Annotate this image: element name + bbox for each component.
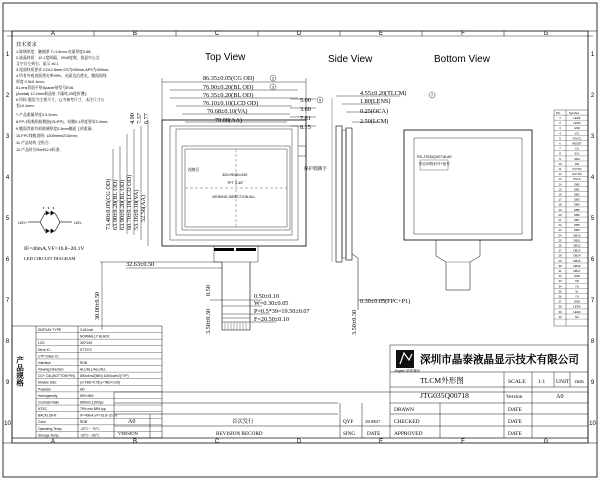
spec-value: HD [80,387,85,392]
note-line: 厚度 0.5±0.1mm; [16,80,45,84]
spec-key: Polarizer [38,387,52,392]
dim-aa-width: 70.08(AA) [215,117,242,124]
dim-stiffener-2: 0.50 [205,285,212,296]
led-diagram-title: LED CIRCUIT DIAGRAM [24,256,76,261]
pin-symbol: DB7 [574,218,580,222]
dim-bl-width-2: 76.35±0.20(BL OD) [203,92,254,99]
scale-value: 1:1 [538,379,546,385]
pin-number: 1 [559,116,561,120]
notes-title: 技术要求 [16,42,37,48]
dim-lcm-thickness: 2.50(LCM) [360,118,389,125]
note-line: 8.FP-1贴粘贴防脱胶(OLIFP)，贴膜0.1厚度要求3.2mm; [16,120,109,124]
pin-symbol: LEDA [573,304,581,309]
revision-version: A0 [128,419,136,425]
top-view-vertical-dimensions [94,113,212,334]
row-number: 9 [5,380,10,386]
col-letter: E [378,31,384,37]
led-caption: IF=40mA,VF=16.8~20.1V [24,246,85,252]
col-letter: B [132,439,138,445]
col-letter: A [50,31,56,37]
fpc-tag-label: ■■■■■■■■■■ [216,249,229,251]
part-number: JTG035Q00718 [420,391,469,400]
spec-key: Interface [38,360,51,365]
row-number: 1 [590,52,595,58]
spec-value: 75% min 88% typ [80,407,106,412]
dim-bl-height-2: 63.90±0.20(BL OD) [119,179,126,230]
top-view-labels [188,165,327,251]
side-view-drawing [332,96,400,310]
pin-symbol: DB1 [574,187,580,192]
pin-symbol: VCI [574,131,580,136]
dim-aa-height: 52.56(AA) [140,195,147,222]
pin-symbol: DB8 [574,223,580,228]
col-letter: E [378,439,384,445]
spec-key: Module Size: [38,380,58,385]
dim-p-pitch: P=0.5*39=19.50±0.07 [254,308,310,315]
dim-right-b: 3.60 [300,106,311,113]
dim-f-width: F=20.50±0.10 [254,316,290,323]
pin-symbol: VSYNC [572,167,582,171]
spec-key: Storage Temp. [38,433,60,438]
note-line: 7.产品重量厚度0.5.2mm; [16,113,58,117]
row-number: 1 [5,52,10,58]
notes-lines [16,49,109,152]
col-letter: A [50,439,56,445]
pin-number: 5 [559,136,561,141]
spec-value: NORMALLY BLACK [80,334,110,339]
pin-number: 13 [558,177,562,182]
spec-key: CTP Driver IC: [38,354,60,359]
spec-key: Contrast Ratio [38,400,60,405]
pin-number: 4 [559,131,561,136]
note-line: 10.FPC线数说明: 1205mm±2/10mm; [16,134,78,138]
pin-symbol: DB10 [573,233,581,238]
note-line: 6.所标'重组'为主要尺寸，'()'为参考尺寸，未注尺寸公 [16,98,105,102]
circle-number: 3 [271,84,275,90]
dim-circle-numbers [272,76,434,103]
row-number: 8 [5,339,10,345]
dim-lcd-width: 76.10±0.10(LCD OD) [203,100,259,107]
spec-value: (x+TBD+0.05,y+TBD+0.05) [80,380,121,385]
row-number: 5 [590,216,595,222]
pin-number: 22 [558,223,562,228]
pin-symbol: DB9 [574,228,580,233]
spec-value: 800min,1200typ [80,400,104,405]
dim-lens-thickness: 1.80(LENS) [360,98,391,105]
top-view-drawing [162,120,306,330]
spec-key: NTSC [38,407,47,412]
dim-cg-width: 86.35±0.05(CG OD) [203,75,255,82]
row-number: 8 [590,339,595,345]
spec-value: 320*240 [80,341,93,346]
row-number: 5 [5,216,10,222]
top-view-title: Top View [205,52,246,63]
pin-number: 20 [558,212,562,217]
note-line: 1.玻璃厚度：触摸厚 T=1.6mm,亮面厚度0.68; [16,50,92,54]
bottom-view-drawing [404,130,532,290]
row-number: 3 [590,134,595,140]
dim-side-bottom: 3.50±0.30 [351,309,358,335]
pin-number: 28 [558,253,562,258]
pin-number: 34 [558,284,562,289]
unit-value: mm [575,379,584,385]
spec-key: Homogeneity [38,393,58,398]
pin-symbol: DB11 [573,238,581,243]
row-number: 2 [590,93,595,99]
spec-value: IF=40mA,VF=16.8~20.1V [80,413,118,418]
spec-key: LCD [38,341,45,346]
pin-number: 29 [558,258,562,263]
row-number: 6 [590,257,595,263]
col-letter: C [214,439,220,445]
revision-date-value: 20180927 [365,420,381,424]
pin-symbol: DB12 [573,243,581,248]
spec-value: ST7272 [80,347,92,352]
circle-number: 5 [318,97,322,103]
col-letter: G [543,439,549,445]
pin-symbol: XL [575,289,579,294]
note-line: (Acetat) 12.2mm新品贴,不碳贴,25度折叠); [16,92,87,96]
pin-number: 23 [558,228,562,233]
spec-side-title: 产品规格 [15,356,25,387]
col-letter: D [296,439,302,445]
pin-symbol: DB6 [574,212,580,217]
col-letter: D [296,31,302,37]
bottom-label-sticker-desc: 供应商物料号+批号 [419,162,450,166]
dim-left-b: 7.37 [136,113,143,124]
frame-row-numbers-right [589,52,596,427]
pin-symbol: SDA [574,156,580,161]
pin-symbol: CS [575,146,579,151]
dim-right-c: 7.81 [300,115,311,122]
row-number: 3 [5,134,10,140]
approved-label: APPROVED [394,431,423,437]
pin-number: 27 [558,248,562,253]
dim-right-d: 8.15 [300,124,311,131]
pin-number: 9 [559,156,561,161]
spec-table [36,328,162,437]
pin-symbol: DB4 [574,202,580,207]
side-view-title: Side View [328,54,373,65]
dim-va-width: 70.68±0.10(VA) [207,108,248,115]
pin-symbol: DB5 [574,207,580,212]
pin-header-pin: Pin [556,111,561,115]
pin-symbol: LEDK [573,116,581,120]
pin-symbol: DB14 [573,253,581,258]
spec-value: 800cd/m2(MIN) 1000cd/m2(TYP) [80,374,129,379]
pin-number: 40 [558,314,562,319]
pin-number: 21 [558,218,562,222]
col-letter: B [132,31,138,37]
pin-number: 8 [559,151,561,156]
viewing-direction-label: VIEWING DIRECTION ALL [212,195,256,199]
drawn-date-label: DATE [508,407,522,413]
spec-value: 80% MIN [80,393,94,398]
col-letter: F [461,439,465,445]
pin-number: 17 [558,197,562,202]
note-line: 9.膜面背面有机玻璃厚度0.3mm膜面上的重量; [16,127,93,131]
pin-number: 25 [558,238,562,243]
spec-value: -30°C ~ 80°C [80,433,100,438]
pin-number: 18 [558,202,562,207]
row-number: 10 [4,421,11,427]
note-line: 差±0.1mm; [16,104,35,108]
active-area-label: 视窗区 [188,168,200,172]
pin-symbol: DB16 [573,263,581,268]
dim-oca-thickness: 0.25(OCA) [360,108,389,115]
pin-number: 15 [558,187,562,192]
row-number: 7 [5,298,10,304]
top-view-dimensions [126,75,311,323]
pin-number: 33 [558,279,562,284]
circle-number: 7 [430,92,434,98]
revision-date-label: DATE [367,431,381,437]
pin-symbol: XR [575,279,579,284]
note-line: 11.产品结构 全贴合; [16,141,50,145]
document-name: TLCM外形图 [420,376,464,385]
company-logo [393,350,420,373]
pin-symbol: DB0 [574,182,580,187]
drawn-label: DRAWN [394,407,414,413]
pin-symbol: GND [573,126,581,131]
pin-number: 35 [558,289,562,294]
spec-key: DISPLAY TYPE [38,327,62,332]
note-line: 文字自左到右；显示 ±0.1 [16,62,59,66]
pin-symbol: PCLK [573,177,581,182]
spec-key: Viewing Direction [38,367,64,372]
led-plus-label: LED+ [18,221,28,225]
pin-number: 31 [558,269,562,273]
pin-number: 2 [559,121,561,126]
approved-date-label: DATE [508,431,522,437]
pin-number: 14 [558,182,562,187]
bottom-view-title: Bottom View [434,54,490,65]
col-letter: G [543,31,549,37]
tft-size-label: TFT 3.45" [227,181,244,185]
pin-number: 19 [558,207,562,212]
dim-bl-width: 76.90±0.20(BL OD) [203,84,254,91]
note-line: 2.液晶材质：12.1度间隔，20±5度数，视显中心点 [16,56,100,60]
checked-label: CHECKED [394,419,420,425]
side-view-dimensions [351,90,410,335]
pin-symbol: DB17 [573,269,581,273]
pin-table [554,111,588,319]
led-minus-label: LED- [74,221,83,225]
pin-number: 10 [558,161,562,166]
pin-number: 36 [558,294,562,299]
dim-left-a: 4.90 [129,113,136,124]
revision-record-label: REVISION RECORD [216,431,263,437]
company-name: 深圳市晶泰液晶显示技术有限公司 [420,354,579,366]
dim-left-c: 6.77 [143,113,150,124]
pin-number: 37 [558,299,562,304]
col-letter: F [461,31,465,37]
pin-symbol: RESET [572,141,582,146]
spec-key: Drive IC: [38,347,51,352]
technical-notes [16,40,109,152]
pin-number: 26 [558,243,562,248]
revision-version-label: VERSION [118,431,138,436]
pin-symbol: DB3 [574,197,580,202]
pin-header-symbol: Symbol [569,111,580,115]
spec-key: Color [38,420,46,425]
spec-value: -20°C ~ 70°C [80,426,100,431]
version-label: Version [506,394,523,400]
dim-bl-height: 63.90±0.20(BL OD) [112,179,119,230]
dim-total-thickness: 4.55±0.20(TLCM) [360,90,407,97]
pin-number: 38 [558,304,562,309]
col-letter: C [214,31,220,37]
row-number: 2 [5,93,10,99]
dim-fpc-thickness: 0.30±0.05(FPC+P1) [360,298,411,305]
frame-row-numbers-left [4,52,11,427]
pin-symbol: GND [573,299,581,304]
dim-lcd-height: 60.70±0.10(LCD OD) [126,174,133,230]
checked-date-label: DATE [508,419,522,425]
logo-subtitle: Jingtai 晶泰液晶 [394,369,420,373]
pin-number: 6 [559,141,561,146]
row-number: 7 [590,298,595,304]
dim-va-height: 53.16±0.10(VA) [133,189,140,230]
frame-column-letters-bottom [51,439,549,445]
dim-fpc-offset: 32.63±0.50 [126,261,155,268]
row-number: 10 [589,421,596,427]
dim-cg-height: 73.40±0.05(CG OD) [105,178,112,230]
pin-symbol: LEDK [573,121,581,126]
pin-symbol: YU [575,294,579,299]
note-line: 12.产品符合RoHS2.0标准; [16,148,61,152]
led-circuit-diagram [28,207,72,233]
pin-symbol: YD [575,284,579,289]
resolution-label: 320×RGB×240 [222,173,248,177]
dim-right-a: 5.00 [300,97,311,104]
pin-symbol: DB2 [574,192,580,197]
pin-symbol: DB15 [573,258,581,263]
protect-film-label: 保护膜撕手 [304,166,327,171]
row-number: 9 [590,380,595,386]
dim-stiffener: 3.50±0.30 [205,308,212,334]
dim-w-total: W=0.30±0.05 [254,300,289,307]
revision-description: 首次发行 [232,419,254,425]
spec-value: 3.45 inch [80,327,94,332]
sing-label: SING [343,431,356,437]
pin-symbol: IOVCC [572,136,582,141]
note-line: 4.所有外观表面透光率99%，允面边沿透光，膜面视线 [16,74,107,78]
row-number: 6 [5,257,10,263]
pin-number: 16 [558,192,562,197]
pin-number: 39 [558,309,562,314]
spec-value: RGB [80,420,88,425]
note-line: 5.Lens背面平贴Spacer贴型号EVA [16,86,74,90]
pin-number: 3 [559,126,561,131]
spec-value: ALL/ALL/ALL/ALL [80,367,107,372]
dim-fpc-length: 30.00±0.50 [94,291,101,320]
pin-number: 11 [558,167,562,171]
pin-symbol: NC [574,314,580,319]
unit-label: UNIT [556,379,570,385]
version-value: A0 [556,393,564,400]
spec-value: RGB [80,360,88,365]
spec-key: BACKLIGHT [38,413,57,418]
dim-w-pitch: 0.50±0.10 [254,293,280,300]
pin-symbol: GND [573,274,581,279]
pin-number: 32 [558,274,562,279]
bottom-label-sticker: RS-JT035Q00718-A0 [417,155,452,159]
pin-number: 12 [558,172,562,177]
row-number: 4 [5,175,10,181]
note-line: 3.尾部材质要求 COL2.5mm,CS为450nm,APS为400nm; [16,68,110,72]
circle-number: 2 [271,75,275,81]
pin-number: 7 [559,146,561,151]
qyf-label: QYF [343,419,354,425]
pin-symbol: DB13 [573,248,581,253]
pin-symbol: SCL [574,151,580,156]
scale-label: SCALE [508,379,526,385]
pin-number: 24 [558,233,562,238]
pin-symbol: HSYNC [572,172,582,177]
pin-number: 30 [558,263,562,268]
pin-symbol: DE [575,161,579,166]
row-number: 4 [590,175,595,181]
spec-key: CG+ CAL(BOTTOM PIN) [38,374,75,379]
pin-symbol: LEDA [573,309,581,314]
spec-key: Operating Temp. [38,426,63,431]
